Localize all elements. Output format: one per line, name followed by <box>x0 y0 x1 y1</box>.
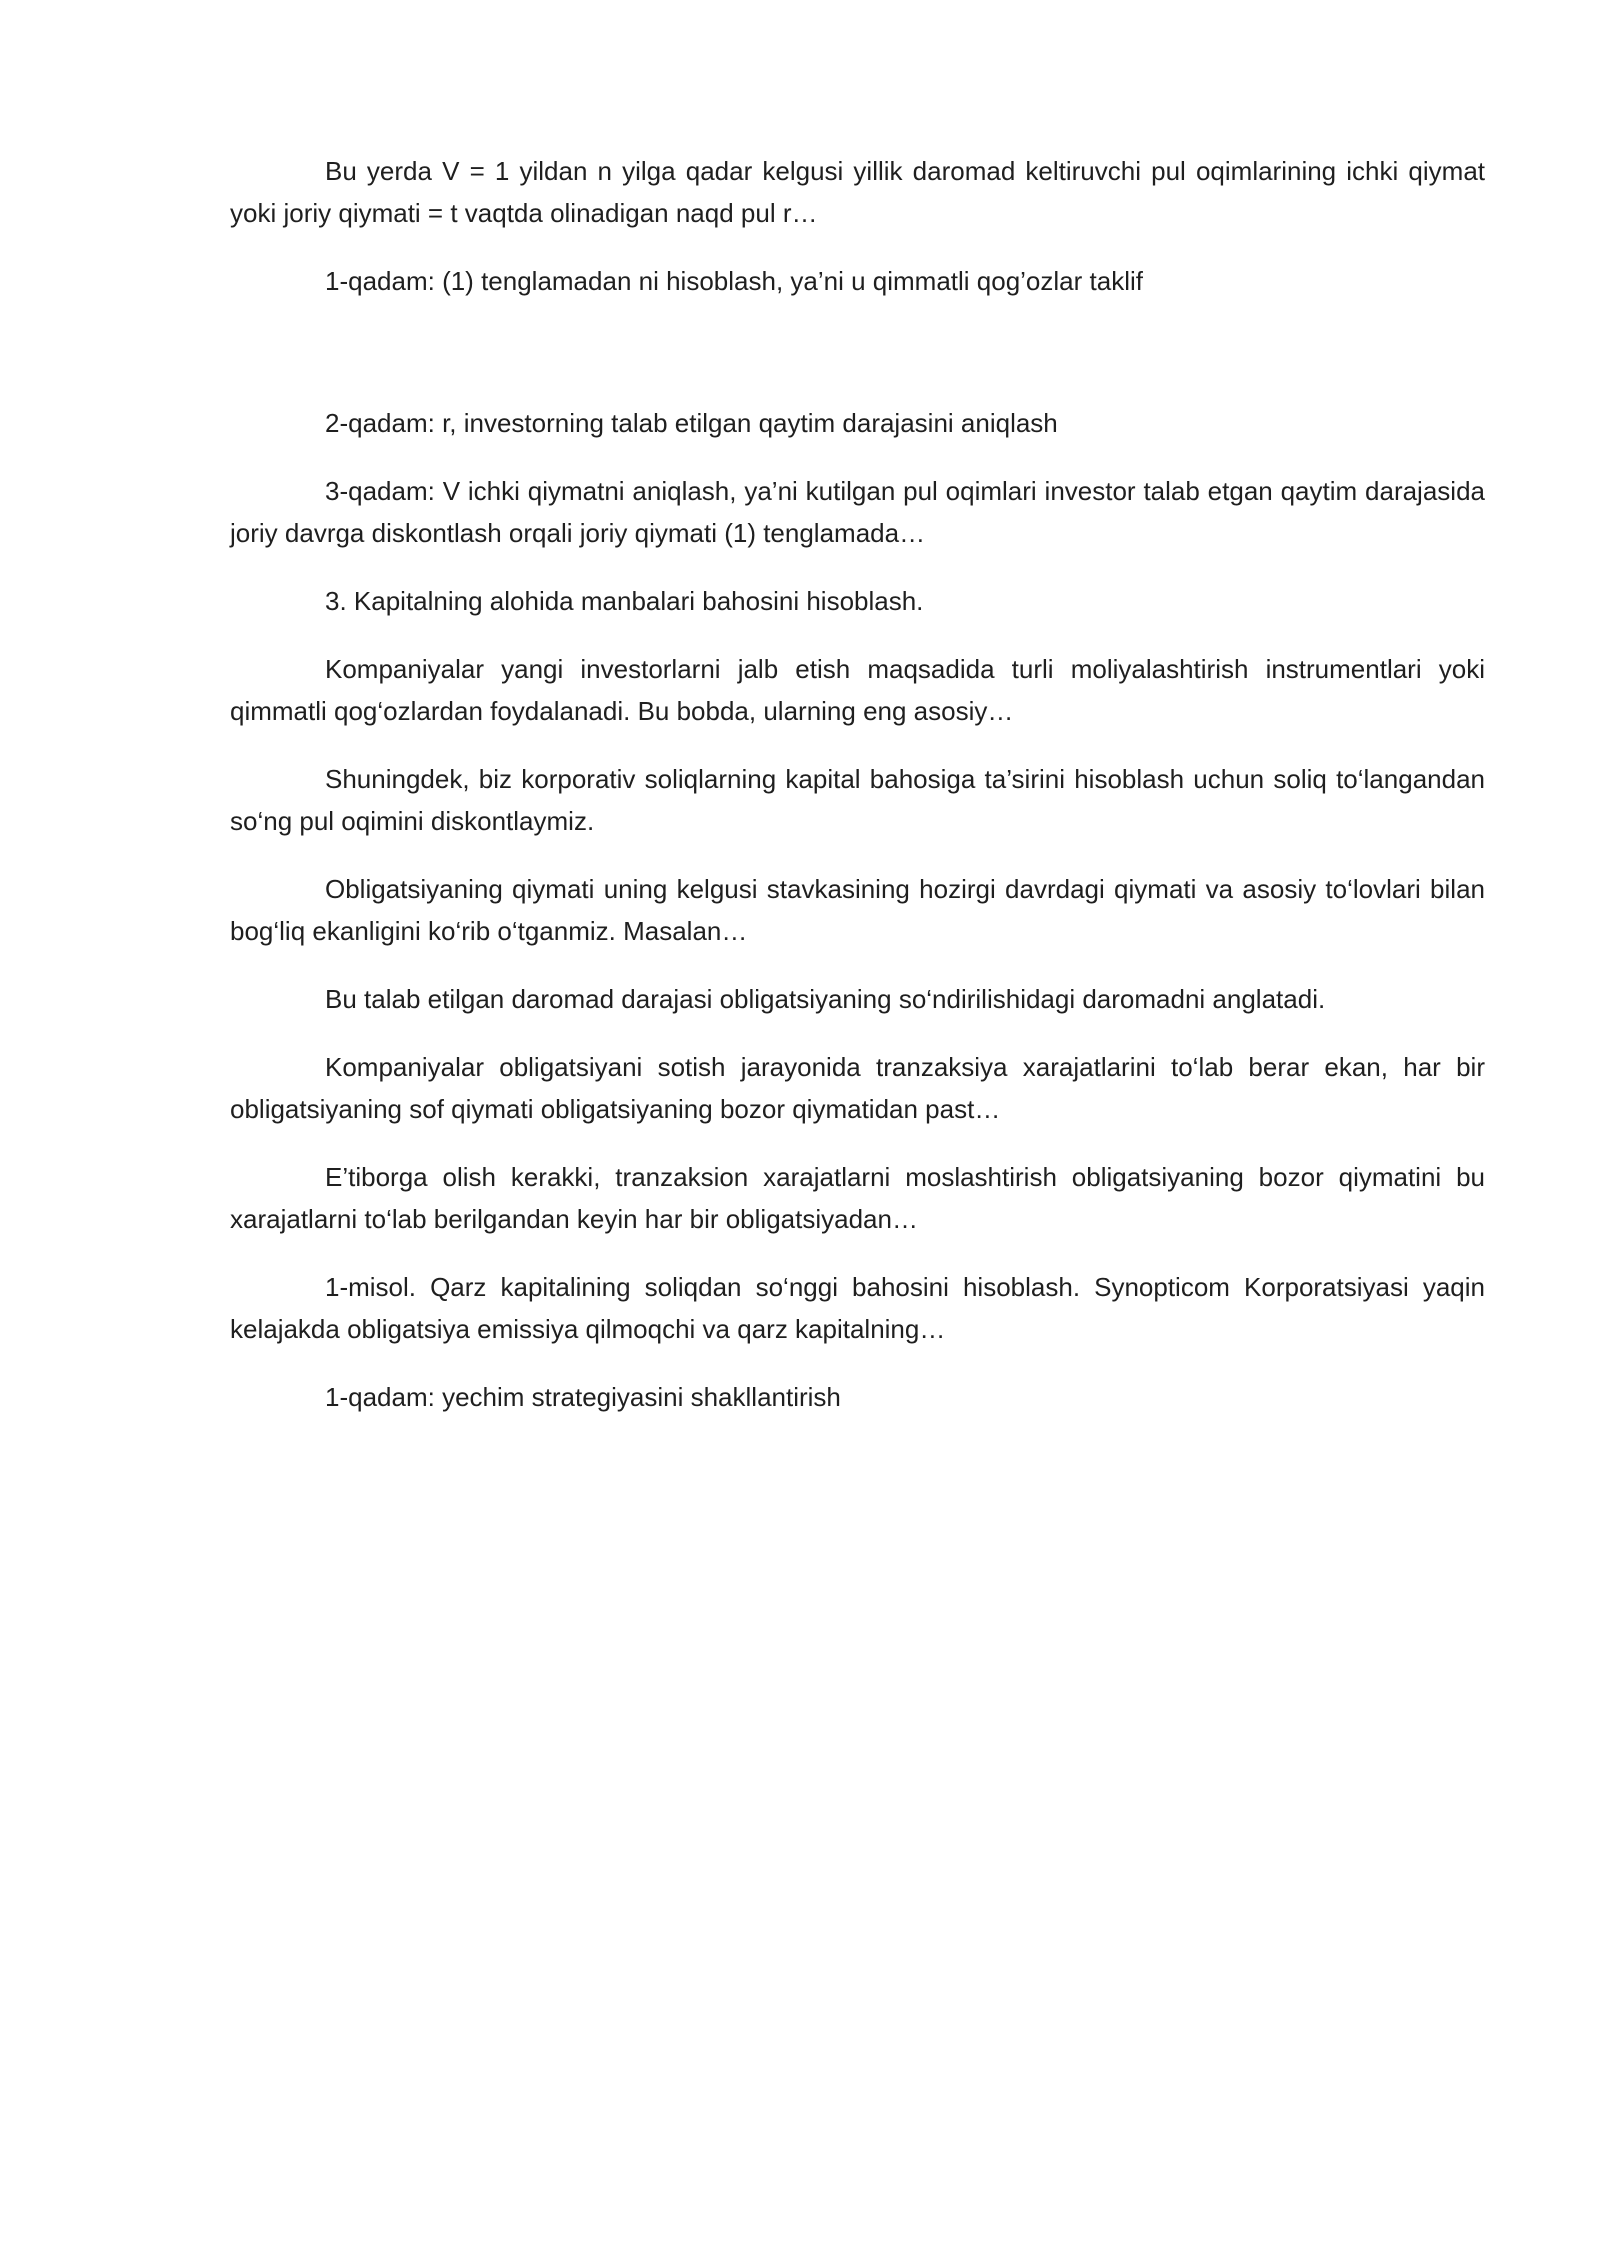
paragraph-present-value-definition: Bu yerda V = 1 yildan n yilga qadar kelgusi yillik daromad keltiruvchi pul oqimlarining ichki qiymat yoki joriy qiymati = t vaqtda olinadigan naqd pul r… <box>230 156 1485 228</box>
paragraph-step-3: 3-qadam: V ichki qiymatni aniqlash, ya’ni kutilgan pul oqimlari investor talab etgan qaytim darajasida joriy davrga diskontlash orqali joriy qiymati (1) tenglamada… <box>230 476 1485 548</box>
section-heading-capital-sources: 3. Kapitalning alohida manbalari bahosini hisoblash. <box>325 586 924 616</box>
paragraph-bond-value: Obligatsiyaning qiymati uning kelgusi stavkasining hozirgi davrdagi qiymati va asosiy to‘lovlari bilan bog‘liq ekanligini ko‘rib o‘tganmiz. Masalan… <box>230 874 1485 946</box>
paragraph-solution-step-1: 1-qadam: yechim strategiyasini shakllantirish <box>325 1382 841 1412</box>
paragraph-step-1: 1-qadam: (1) tenglamadan ni hisoblash, ya’ni u qimmatli qog’ozlar taklif <box>325 266 1143 296</box>
paragraph-required-yield: Bu talab etilgan daromad darajasi obligatsiyaning so‘ndirilishidagi daromadni anglatadi. <box>325 984 1326 1014</box>
document-page <box>230 150 1485 1444</box>
paragraph-financing-instruments: Kompaniyalar yangi investorlarni jalb etish maqsadida turli moliyalashtirish instrumentlari yoki qimmatli qog‘ozlardan foydalanadi. Bu bobda, ularning eng asosiy… <box>230 654 1485 726</box>
paragraph-step-2: 2-qadam: r, investorning talab etilgan qaytim darajasini aniqlash <box>325 408 1058 438</box>
paragraph-after-tax-discounting: Shuningdek, biz korporativ soliqlarning kapital bahosiga ta’sirini hisoblash uchun soliq to‘langandan so‘ng pul oqimini diskontlaymiz. <box>230 764 1485 836</box>
paragraph-example-1: 1-misol. Qarz kapitalining soliqdan so‘nggi bahosini hisoblash. Synopticom Korporatsiyasi yaqin kelajakda obligatsiya emissiya qilmoqchi va qarz kapitalning… <box>230 1272 1485 1344</box>
paragraph-net-proceeds: Kompaniyalar obligatsiyani sotish jarayonida tranzaksiya xarajatlarini to‘lab berar ekan, har bir obligatsiyaning sof qiymati obligatsiyaning bozor qiymatidan past… <box>230 1052 1485 1124</box>
paragraph-transaction-costs: E’tiborga olish kerakki, tranzaksion xarajatlarni moslashtirish obligatsiyaning bozor qiymatini bu xarajatlarni to‘lab berilgandan keyin har bir obligatsiyadan… <box>230 1162 1485 1234</box>
